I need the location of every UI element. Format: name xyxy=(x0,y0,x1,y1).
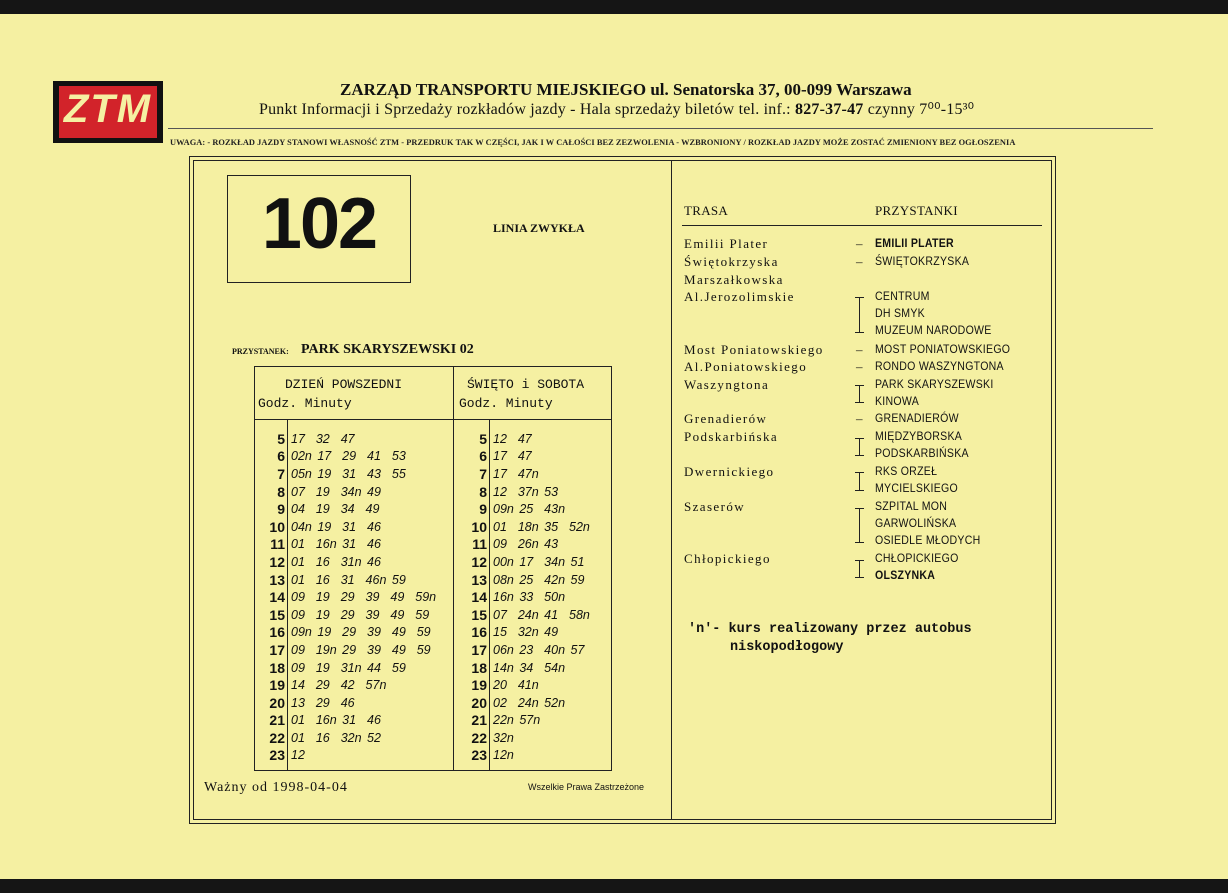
holiday-row xyxy=(457,694,590,712)
weekday-row xyxy=(255,624,436,642)
weekday-hour: 19 xyxy=(269,677,285,694)
weekday-row xyxy=(255,553,436,571)
stop-group-bracket xyxy=(859,438,860,455)
stop-label: PRZYSTANEK: xyxy=(232,347,289,356)
weekday-minutes: 04 19 34 49 xyxy=(291,502,380,517)
holiday-row xyxy=(457,553,590,571)
holiday-minutes: 14n 34 54n xyxy=(493,660,566,675)
stop-group-bracket-cap xyxy=(855,472,864,473)
route-dash: – xyxy=(856,411,863,426)
stop-group-bracket-cap xyxy=(855,542,864,543)
holiday-hour: 23 xyxy=(471,747,487,764)
weekday-minutes: 01 16 31 46n 59 xyxy=(291,572,406,587)
holiday-row xyxy=(457,500,590,518)
holiday-minutes: 09 26n 43 xyxy=(493,537,559,552)
route-row xyxy=(684,323,1054,340)
weekday-hour: 14 xyxy=(269,589,285,606)
route-row xyxy=(684,568,1054,585)
route-row xyxy=(684,551,1054,568)
weekday-row xyxy=(255,729,436,747)
holiday-minutes: 08n 25 42n 59 xyxy=(493,572,585,587)
route-stop: PODSKARBIŃSKA xyxy=(875,446,969,460)
holiday-minutes: 15 32n 49 xyxy=(493,625,559,640)
route-stop: GARWOLIŃSKA xyxy=(875,516,957,530)
route-stop: MUZEUM NARODOWE xyxy=(875,323,992,337)
holiday-hour: 10 xyxy=(471,518,487,535)
route-street: Al.Jerozolimskie xyxy=(684,289,795,304)
holiday-row xyxy=(457,641,590,659)
weekday-title: DZIEŃ POWSZEDNI xyxy=(285,377,403,392)
route-street: Szaserów xyxy=(684,499,746,514)
stops-heading: PRZYSTANKI xyxy=(875,203,958,218)
holiday-row xyxy=(457,606,590,624)
stop-group-bracket-cap xyxy=(855,438,864,439)
stop-group-bracket xyxy=(859,385,860,402)
lowfloor-note-cont: niskopodłogowy xyxy=(730,640,844,655)
stop-name: PARK SKARYSZEWSKI 02 xyxy=(301,342,474,357)
weekday-hour: 20 xyxy=(269,694,285,711)
holiday-hour: 5 xyxy=(479,430,487,447)
route-row xyxy=(684,481,1054,498)
holiday-minutes: 32n xyxy=(493,730,514,745)
route-stop: GRENADIERÓW xyxy=(875,411,959,425)
route-row xyxy=(684,342,1054,359)
route-street: Most Poniatowskiego xyxy=(684,342,824,357)
header-title: ZARZĄD TRANSPORTU MIEJSKIEGO ul. Senatorska 37, 00-099 Warszawa xyxy=(340,80,912,99)
stop-group-bracket-cap xyxy=(855,385,864,386)
route-stop: KINOWA xyxy=(875,394,920,408)
holiday-col-header: Godz. Minuty xyxy=(459,396,553,411)
holiday-minutes: 17 47n xyxy=(493,466,539,481)
holiday-title: ŚWIĘTO i SOBOTA xyxy=(467,377,585,392)
route-stop: CHŁOPICKIEGO xyxy=(875,551,959,565)
route-street: Marszałkowska xyxy=(684,272,784,287)
weekday-hour: 11 xyxy=(270,536,285,553)
holiday-minutes: 12 37n 53 xyxy=(493,484,559,499)
route-row xyxy=(684,516,1054,533)
holiday-minutes: 01 18n 35 52n xyxy=(493,519,590,534)
route-row xyxy=(684,411,1054,428)
header-rule xyxy=(168,128,1153,129)
holiday-hour: 17 xyxy=(471,641,487,658)
route-street: Dwernickiego xyxy=(684,464,775,479)
weekday-row xyxy=(255,588,436,606)
weekday-hour: 18 xyxy=(269,659,285,676)
holiday-minutes: 12n xyxy=(493,748,514,763)
weekday-col-header: Godz. Minuty xyxy=(258,396,352,411)
weekday-hour: 10 xyxy=(269,518,285,535)
route-street: Grenadierów xyxy=(684,411,768,426)
route-heading-rule xyxy=(682,225,1042,226)
route-stop: RONDO WASZYNGTONA xyxy=(875,359,1004,373)
copyright-warning: UWAGA: - ROZKŁAD JAZDY STANOWI WŁASNOŚĆ ZTM - PRZEDRUK TAK W CZĘŚCI, JAK I W CAŁOŚCI BEZ ZEZWOLENIA - WZBRONIONY / ROZKŁAD JAZDY MOŻE ZOSTAĆ ZMIENIONY BEZ OGŁOSZENIA xyxy=(170,138,1016,147)
holiday-row xyxy=(457,430,590,448)
line-number: 102 xyxy=(261,184,377,264)
stop-group-bracket xyxy=(859,508,860,542)
holiday-minutes: 20 41n xyxy=(493,678,539,693)
weekday-minutes: 09 19n 29 39 49 59 xyxy=(291,642,431,657)
holiday-hour: 18 xyxy=(471,659,487,676)
route-stop: CENTRUM xyxy=(875,289,930,303)
route-stop: OLSZYNKA xyxy=(875,568,936,582)
stop-group-bracket-cap xyxy=(855,560,864,561)
holiday-minutes: 09n 25 43n xyxy=(493,502,566,517)
panel-divider xyxy=(671,160,672,820)
holiday-row xyxy=(457,571,590,589)
header-phone: 827-37-47 xyxy=(795,101,864,118)
header-info-text: Punkt Informacji i Sprzedaży rozkładów jazdy - Hala sprzedaży biletów tel. inf.: xyxy=(259,101,796,118)
weekday-row xyxy=(255,694,436,712)
weekday-row xyxy=(255,712,436,730)
holiday-minutes: 16n 33 50n xyxy=(493,590,566,605)
weekday-row xyxy=(255,536,436,554)
weekday-minutes: 13 29 46 xyxy=(291,695,355,710)
route-street: Emilii Plater xyxy=(684,236,769,251)
weekday-minutes: 04n 19 31 46 xyxy=(291,519,381,534)
route-stop: PARK SKARYSZEWSKI xyxy=(875,377,994,391)
weekday-minutes: 01 16n 31 46 xyxy=(291,537,381,552)
ztm-logo xyxy=(53,81,163,143)
route-dash: – xyxy=(856,359,863,374)
weekday-minutes: 09 19 29 39 49 59 xyxy=(291,607,430,622)
holiday-row xyxy=(457,712,590,730)
line-type: LINIA ZWYKŁA xyxy=(493,221,585,235)
table-column-divider xyxy=(453,367,454,770)
route-heading: TRASA xyxy=(684,203,729,218)
route-row xyxy=(684,499,1054,516)
holiday-hour: 16 xyxy=(471,624,487,641)
holiday-minutes: 00n 17 34n 51 xyxy=(493,554,585,569)
weekday-rows xyxy=(255,430,436,764)
route-row xyxy=(684,359,1054,376)
weekday-row xyxy=(255,500,436,518)
route-row xyxy=(684,254,1054,271)
route-stop: EMILII PLATER xyxy=(875,236,954,250)
stop-group-bracket-cap xyxy=(855,297,864,298)
route-stop: MIĘDZYBORSKA xyxy=(875,429,963,443)
holiday-hour: 7 xyxy=(479,465,487,482)
weekday-minutes: 09n 19 29 39 49 59 xyxy=(291,625,431,640)
rights-reserved: Wszelkie Prawa Zastrzeżone xyxy=(528,782,645,792)
weekday-row xyxy=(255,676,436,694)
weekday-hour: 22 xyxy=(269,729,285,746)
weekday-hour: 15 xyxy=(269,606,285,623)
holiday-hour: 6 xyxy=(479,448,487,465)
holiday-rows xyxy=(457,430,590,764)
lowfloor-note: 'n'- kurs realizowany przez autobus xyxy=(688,622,972,637)
weekday-minutes: 09 19 29 39 49 59n xyxy=(291,590,437,605)
stop-group-bracket-cap xyxy=(855,577,864,578)
holiday-hour: 21 xyxy=(471,712,487,729)
weekday-row xyxy=(255,659,436,677)
holiday-row xyxy=(457,588,590,606)
holiday-hour: 15 xyxy=(471,606,487,623)
stop-group-bracket xyxy=(859,472,860,490)
route-street: Świętokrzyska xyxy=(684,254,779,269)
route-row xyxy=(684,289,1054,306)
route-street: Waszyngtona xyxy=(684,377,770,392)
route-row xyxy=(684,306,1054,323)
stop-group-bracket xyxy=(859,297,860,332)
route-dash: – xyxy=(856,236,863,251)
holiday-row xyxy=(457,624,590,642)
route-dash: – xyxy=(856,254,863,269)
route-row xyxy=(684,272,1054,289)
route-stop: RKS ORZEŁ xyxy=(875,464,938,478)
weekday-minutes: 17 32 47 xyxy=(291,431,355,446)
route-dash: – xyxy=(856,342,863,357)
weekday-minutes: 01 16 31n 46 xyxy=(291,554,381,569)
weekday-hour: 23 xyxy=(269,747,285,764)
holiday-minutes: 07 24n 41 58n xyxy=(493,607,590,622)
route-stop: ŚWIĘTOKRZYSKA xyxy=(875,254,970,268)
weekday-hour: 13 xyxy=(269,571,285,588)
holiday-row xyxy=(457,676,590,694)
weekday-hour: 16 xyxy=(269,624,285,641)
holiday-hour: 22 xyxy=(471,729,487,746)
stop-group-bracket-cap xyxy=(855,490,864,491)
weekday-hour: 6 xyxy=(277,448,285,465)
weekday-row xyxy=(255,483,436,501)
weekday-hour: 5 xyxy=(277,430,285,447)
holiday-row xyxy=(457,659,590,677)
holiday-minutes: 02 24n 52n xyxy=(493,695,566,710)
holiday-hour: 20 xyxy=(471,694,487,711)
holiday-minutes: 12 47 xyxy=(493,431,532,446)
weekday-row xyxy=(255,518,436,536)
weekday-minutes: 09 19 31n 44 59 xyxy=(291,660,406,675)
weekday-row xyxy=(255,571,436,589)
weekday-hour: 17 xyxy=(269,641,285,658)
weekday-minutes: 01 16n 31 46 xyxy=(291,713,381,728)
weekday-hour: 7 xyxy=(277,465,285,482)
weekday-row xyxy=(255,448,436,466)
route-row xyxy=(684,377,1054,394)
holiday-hour: 13 xyxy=(471,571,487,588)
holiday-row xyxy=(457,747,590,765)
holiday-hour: 8 xyxy=(479,483,487,500)
logo-text: ZTM xyxy=(63,87,153,131)
route-stop: DH SMYK xyxy=(875,306,925,320)
holiday-row xyxy=(457,536,590,554)
stop-group-bracket xyxy=(859,560,860,577)
weekday-minutes: 14 29 42 57n xyxy=(291,678,387,693)
route-street: Chłopickiego xyxy=(684,551,771,566)
weekday-minutes: 05n 19 31 43 55 xyxy=(291,466,406,481)
holiday-minutes: 06n 23 40n 57 xyxy=(493,642,585,657)
header-info xyxy=(259,99,974,119)
header-hours: czynny 7⁰⁰-15³⁰ xyxy=(863,101,975,118)
weekday-row xyxy=(255,641,436,659)
weekday-row xyxy=(255,465,436,483)
holiday-row xyxy=(457,729,590,747)
route-stop: OSIEDLE MŁODYCH xyxy=(875,533,981,547)
weekday-hour: 12 xyxy=(269,553,285,570)
weekday-row xyxy=(255,606,436,624)
route-row xyxy=(684,394,1054,411)
route-stop: MYCIELSKIEGO xyxy=(875,481,958,495)
holiday-row xyxy=(457,483,590,501)
weekday-hour: 8 xyxy=(277,483,285,500)
route-row xyxy=(684,429,1054,446)
weekday-row xyxy=(255,747,436,765)
route-row xyxy=(684,464,1054,481)
stop-group-bracket-cap xyxy=(855,455,864,456)
weekday-hour: 9 xyxy=(277,501,285,518)
holiday-minutes: 22n 57n xyxy=(493,713,541,728)
holiday-hour: 9 xyxy=(479,501,487,518)
weekday-minutes: 01 16 32n 52 xyxy=(291,730,381,745)
route-row xyxy=(684,533,1054,550)
weekday-minutes: 02n 17 29 41 53 xyxy=(291,449,406,464)
route-street: Al.Poniatowskiego xyxy=(684,359,808,374)
valid-from: Ważny od 1998-04-04 xyxy=(204,780,348,795)
departure-table xyxy=(254,366,612,771)
route-stop: SZPITAL MON xyxy=(875,499,948,513)
route-street: Podskarbińska xyxy=(684,429,779,444)
weekday-hour: 21 xyxy=(269,712,285,729)
holiday-hour: 19 xyxy=(471,677,487,694)
holiday-row xyxy=(457,448,590,466)
stop-group-bracket-cap xyxy=(855,508,864,509)
stop-group-bracket-cap xyxy=(855,402,864,403)
route-row xyxy=(684,446,1054,463)
stop-group-bracket-cap xyxy=(855,332,864,333)
weekday-row xyxy=(255,430,436,448)
route-row xyxy=(684,236,1054,253)
holiday-row xyxy=(457,465,590,483)
holiday-row xyxy=(457,518,590,536)
holiday-hour: 11 xyxy=(472,536,487,553)
table-header-rule xyxy=(255,419,611,420)
holiday-minutes: 17 47 xyxy=(493,449,532,464)
weekday-minutes: 12 xyxy=(291,748,305,763)
route-stop: MOST PONIATOWSKIEGO xyxy=(875,342,1011,356)
holiday-hour: 12 xyxy=(471,553,487,570)
holiday-hour: 14 xyxy=(471,589,487,606)
weekday-minutes: 07 19 34n 49 xyxy=(291,484,381,499)
